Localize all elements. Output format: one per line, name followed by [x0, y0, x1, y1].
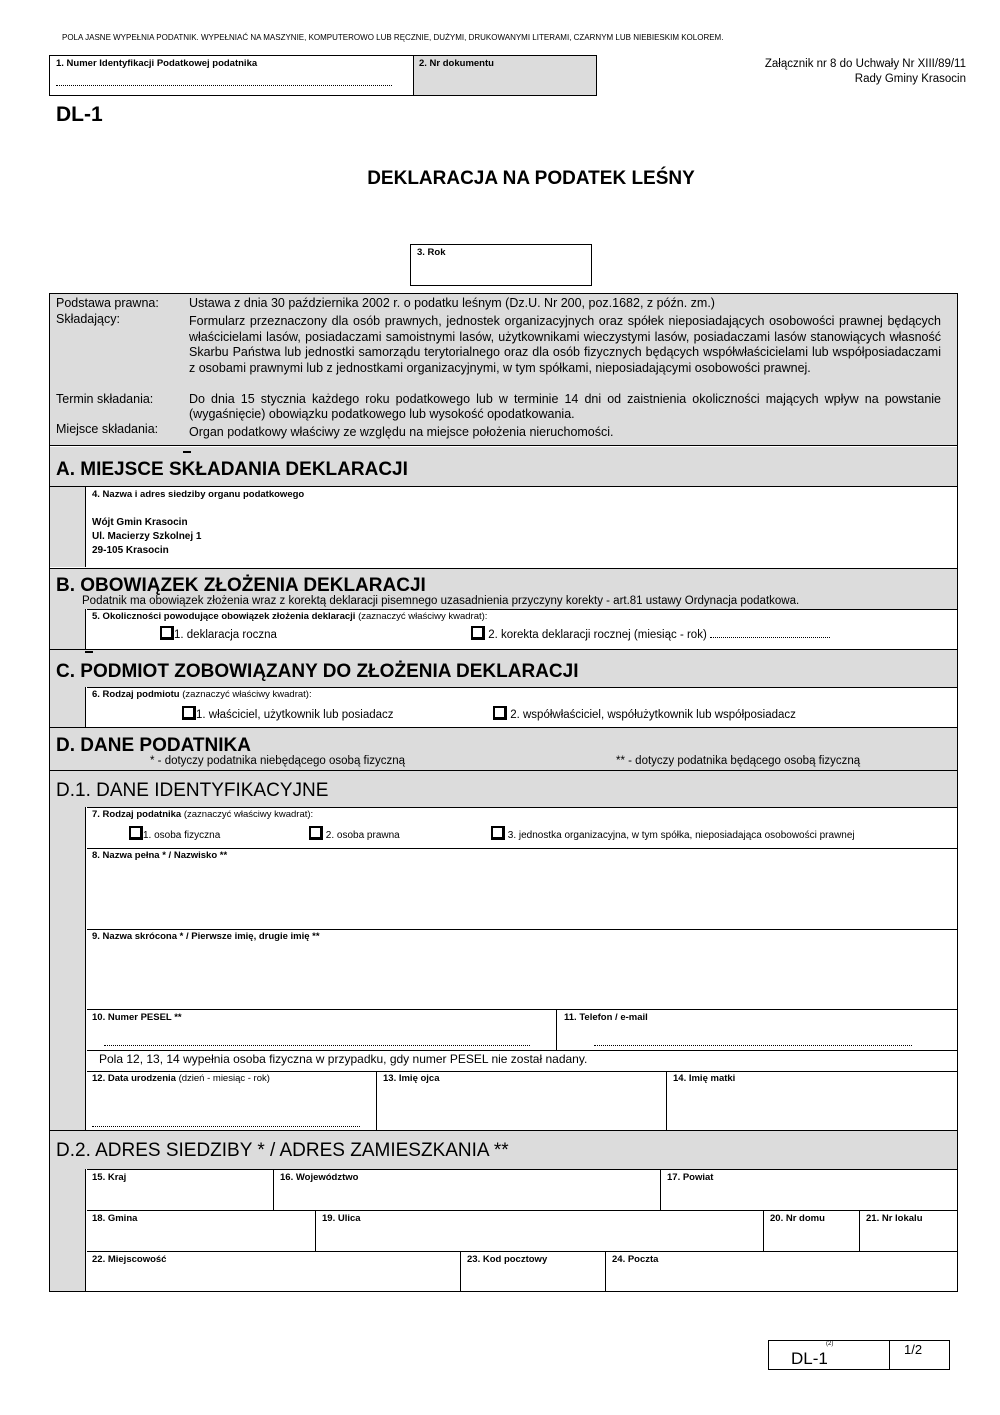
- option-legal-person-label: 2. osoba prawna: [325, 830, 400, 841]
- year-field[interactable]: [410, 244, 592, 286]
- section-a-title: A. MIEJSCE SKŁADANIA DEKLARACJI: [56, 459, 408, 480]
- tax-office-label: 4. Nazwa i adres siedziby organu podatkowego: [92, 489, 305, 500]
- section-d-header: [50, 727, 957, 770]
- attachment-note: [765, 57, 966, 87]
- correction-date-line[interactable]: [710, 637, 830, 638]
- tick-mark: [183, 451, 191, 453]
- address-line-3: 29-105 Krasocin: [92, 545, 169, 556]
- birth-date-label: [92, 1073, 270, 1084]
- place-text: Organ podatkowy właściwy ze względu na miejsce położenia nieruchomości.: [189, 425, 614, 439]
- deadline-label: Termin składania:: [56, 392, 154, 406]
- father-name-label: 13. Imię ojca: [383, 1073, 440, 1084]
- section-d2-header: [50, 1130, 957, 1169]
- option-correction-label: 2. korekta deklaracji rocznej (miesiąc - rok): [488, 629, 707, 641]
- attachment-line-1: Załącznik nr 8 do Uchwały Nr XIII/89/11: [764, 58, 966, 70]
- tick-mark: [85, 651, 93, 653]
- birth-date-label-text: 12. Data urodzenia: [92, 1073, 176, 1084]
- pesel-input-line[interactable]: [104, 1045, 530, 1046]
- section-d1-header: [50, 770, 957, 807]
- option-correction[interactable]: [471, 626, 830, 641]
- submitter-text: Formularz przeznaczony dla osób prawnych, jednostek organizacyjnych oraz spółek nieposiadających osobowości prawnej będących właścicielami lasów, posiadaczami samoistnymi lasów, użytkownikami wieczystymi lasów, posiadaczami lasów stanowiących własność Skarbu Państwa lub jednostki samorządu terytorialnego oraz dla osób fizycznych będących współwłaścicielami lub współposiadaczami z osobami prawnymi lub z jednostkami organizacyjnymi, w tym spółkami, nieposiadającymi osobowości prawnej.: [189, 314, 941, 375]
- section-c-title: C. PODMIOT ZOBOWIĄZANY DO ZŁOŻENIA DEKLARACJI: [56, 661, 579, 682]
- checkbox-natural-person[interactable]: [129, 826, 143, 840]
- basis-text: Ustawa z dnia 30 października 2002 r. o podatku leśnym (Dz.U. Nr 200, poz.1682, z późn. zm.): [189, 296, 715, 310]
- circumstances-label: [92, 611, 487, 622]
- taxpayer-type-label: [92, 809, 313, 820]
- pesel-note: [87, 1050, 957, 1071]
- entity-type-label-text: 6. Rodzaj podmiotu: [92, 689, 180, 700]
- taxpayer-type-field: [87, 807, 957, 848]
- checkbox-owner[interactable]: [182, 706, 196, 720]
- street-label: 19. Ulica: [322, 1213, 361, 1224]
- postal-code-field[interactable]: [461, 1251, 606, 1291]
- basis-label: Podstawa prawna:: [56, 296, 159, 310]
- entity-type-field: [87, 687, 957, 727]
- checkbox-legal-person[interactable]: [309, 826, 323, 840]
- house-number-label: 20. Nr domu: [770, 1213, 825, 1224]
- checkbox-correction[interactable]: [471, 626, 485, 640]
- section-b-title: B. OBOWIĄZEK ZŁOŻENIA DEKLARACJI: [56, 575, 426, 596]
- apartment-number-field[interactable]: [860, 1210, 957, 1251]
- section-d-title: D. DANE PODATNIKA: [56, 735, 251, 756]
- year-label: 3. Rok: [417, 247, 446, 258]
- tax-office-field: [87, 487, 957, 567]
- mother-name-label: 14. Imię matki: [673, 1073, 736, 1084]
- section-b-margin: [50, 609, 86, 649]
- section-b-header: [50, 568, 957, 609]
- footer-form-code: DL-1: [791, 1349, 828, 1368]
- nip-field[interactable]: [49, 55, 413, 96]
- option-legal-person[interactable]: [309, 826, 400, 841]
- option-annual-label: 1. deklaracja roczna: [174, 629, 277, 641]
- birth-date-hint: (dzień - miesiąc - rok): [178, 1073, 270, 1084]
- phone-email-field[interactable]: [557, 1009, 957, 1050]
- section-d2-title: D.2. ADRES SIEDZIBY * / ADRES ZAMIESZKANIA **: [56, 1140, 509, 1161]
- tax-office-address: [92, 516, 202, 558]
- option-owner[interactable]: [182, 706, 394, 721]
- short-name-field[interactable]: [87, 929, 957, 1009]
- short-name-label: 9. Nazwa skrócona * / Pierwsze imię, drugie imię **: [92, 931, 320, 942]
- natural-person-note: ** - dotyczy podatnika będącego osobą fizyczną: [616, 755, 861, 767]
- section-a-header: [50, 447, 957, 487]
- section-d1-title: D.1. DANE IDENTYFIKACYJNE: [56, 780, 329, 801]
- section-c-margin: [50, 687, 86, 727]
- submitter-label: Składający:: [56, 312, 120, 326]
- checkbox-co-owner[interactable]: [493, 706, 507, 720]
- option-org-unit-label: 3. jednostka organizacyjna, w tym spółka, nieposiadająca osobowości prawnej: [507, 830, 855, 841]
- section-a-margin: [50, 487, 86, 567]
- birth-date-input-line[interactable]: [92, 1126, 360, 1127]
- footer-form-code-box: [768, 1340, 890, 1370]
- taxpayer-type-hint: (zaznaczyć właściwy kwadrat):: [183, 809, 314, 820]
- address-line-2: Ul. Macierzy Szkolnej 1: [92, 531, 202, 542]
- section-d1-margin: [50, 807, 86, 1130]
- document-number-field: [413, 55, 597, 96]
- option-owner-label: 1. właściciel, użytkownik lub posiadacz: [196, 709, 394, 721]
- post-office-field[interactable]: [606, 1251, 957, 1291]
- section-b-note: Podatnik ma obowiązek złożenia wraz z korektą deklaracji pisemnego uzasadnienia przyczyny korekty - art.81 ustawy Ordynacja podatkowa.: [82, 595, 800, 607]
- option-natural-person-label: 1. osoba fizyczna: [143, 830, 221, 841]
- circumstances-field: [87, 609, 957, 649]
- locality-label: 22. Miejscowość: [92, 1254, 167, 1265]
- pesel-note-text: Pola 12, 13, 14 wypełnia osoba fizyczna w przypadku, gdy numer PESEL nie został nadany.: [99, 1052, 588, 1066]
- info-block: [50, 294, 957, 446]
- voivodeship-field[interactable]: [274, 1169, 661, 1210]
- option-co-owner[interactable]: [493, 706, 796, 721]
- post-office-label: 24. Poczta: [612, 1254, 659, 1265]
- section-c-header: [50, 649, 957, 687]
- father-name-field[interactable]: [377, 1071, 667, 1130]
- address-line-1: Wójt Gmin Krasocin: [92, 517, 188, 528]
- postal-code-label: 23. Kod pocztowy: [467, 1254, 548, 1265]
- locality-field[interactable]: [87, 1251, 461, 1291]
- street-field[interactable]: [316, 1210, 764, 1251]
- attachment-line-2: Rady Gminy Krasocin: [854, 73, 966, 85]
- footer-page-number: 1/2: [904, 1342, 923, 1357]
- county-label: 17. Powiat: [667, 1172, 714, 1183]
- county-field[interactable]: [661, 1169, 957, 1210]
- fill-instruction: POLA JASNE WYPEŁNIA PODATNIK. WYPEŁNIAĆ NA MASZYNIE, KOMPUTEROWO LUB RĘCZNIE, DUŻYMI, DRUKOWANYMI LITERAMI, CZARNYM LUB NIEBIESKIM KOLOREM.: [62, 33, 724, 42]
- country-label: 15. Kraj: [92, 1172, 127, 1183]
- document-number-label: 2. Nr dokumentu: [419, 58, 494, 69]
- full-name-field[interactable]: [87, 848, 957, 929]
- house-number-field[interactable]: [764, 1210, 860, 1251]
- circumstances-hint: (zaznaczyć właściwy kwadrat):: [358, 611, 488, 622]
- phone-email-label: 11. Telefon / e-mail: [564, 1012, 648, 1023]
- apartment-number-label: 21. Nr lokalu: [866, 1213, 923, 1224]
- option-co-owner-label: 2. współwłaściciel, współużytkownik lub współposiadacz: [510, 709, 796, 721]
- pesel-field[interactable]: [87, 1009, 557, 1050]
- pesel-label: 10. Numer PESEL **: [92, 1012, 182, 1023]
- form-code: DL-1: [56, 103, 103, 126]
- full-name-label: 8. Nazwa pełna * / Nazwisko **: [92, 850, 228, 861]
- taxpayer-type-label-text: 7. Rodzaj podatnika: [92, 809, 182, 820]
- place-label: Miejsce składania:: [56, 422, 159, 436]
- option-natural-person[interactable]: [129, 826, 220, 841]
- checkbox-org-unit[interactable]: [491, 826, 505, 840]
- entity-type-label: [92, 689, 312, 700]
- option-org-unit[interactable]: [491, 826, 855, 841]
- birth-date-field[interactable]: [87, 1071, 377, 1130]
- section-d2-margin: [50, 1169, 86, 1291]
- phone-email-input-line[interactable]: [594, 1045, 912, 1046]
- commune-field[interactable]: [87, 1210, 316, 1251]
- nip-label: 1. Numer Identyfikacji Podatkowej podatnika: [56, 58, 258, 69]
- entity-type-hint: (zaznaczyć właściwy kwadrat):: [182, 689, 312, 700]
- form-title: DEKLARACJA NA PODATEK LEŚNY: [367, 168, 695, 189]
- commune-label: 18. Gmina: [92, 1213, 138, 1224]
- footer-page-box: [889, 1340, 950, 1370]
- circumstances-label-text: 5. Okoliczności powodujące obowiązek złożenia deklaracji: [92, 611, 356, 622]
- nip-input-line[interactable]: [56, 85, 392, 86]
- footer-version: (2): [826, 1341, 834, 1347]
- option-annual[interactable]: [160, 626, 277, 641]
- mother-name-field[interactable]: [667, 1071, 957, 1130]
- deadline-text: Do dnia 15 stycznia każdego roku podatkowego lub w terminie 14 dni od zaistnienia okoliczności mających wpływ na powstanie (wygaśnięcie) obowiązku podatkowego lub wysokość opodatkowania.: [189, 392, 941, 421]
- voivodeship-label: 16. Województwo: [280, 1172, 359, 1183]
- country-field[interactable]: [87, 1169, 274, 1210]
- legal-person-note: * - dotyczy podatnika niebędącego osobą fizyczną: [150, 755, 406, 767]
- checkbox-annual[interactable]: [160, 626, 174, 640]
